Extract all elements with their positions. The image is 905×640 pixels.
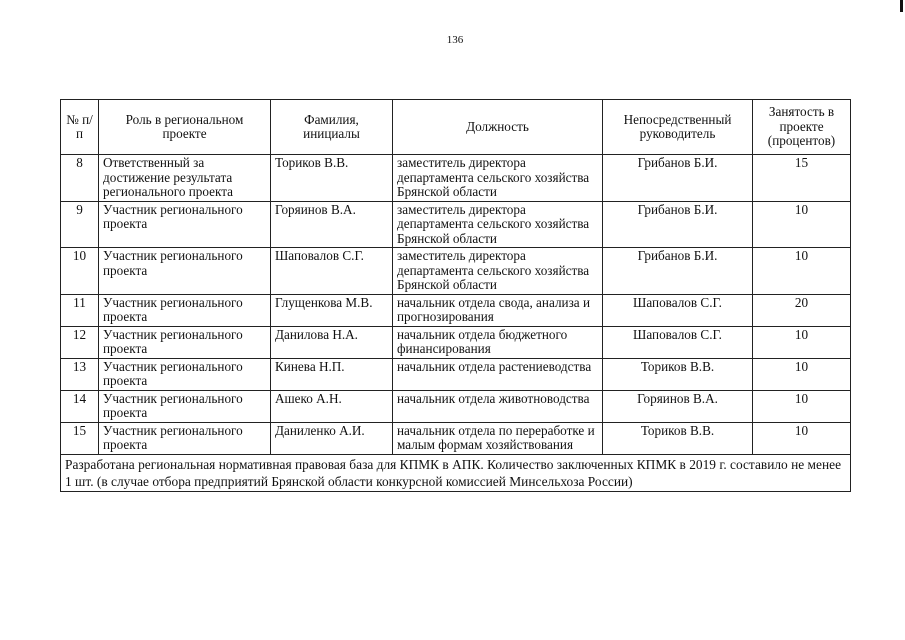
cell-employment: 10 — [753, 326, 851, 358]
cell-employment: 10 — [753, 358, 851, 390]
cell-role: Участник регионального проекта — [99, 422, 271, 454]
participants-table — [60, 99, 851, 492]
cell-role: Участник регионального проекта — [99, 201, 271, 248]
cell-num: 13 — [61, 358, 99, 390]
cell-supervisor: Горяинов В.А. — [603, 390, 753, 422]
cell-supervisor: Шаповалов С.Г. — [603, 294, 753, 326]
header-name: Фамилия, инициалы — [271, 100, 393, 155]
header-employment: Занятость в проекте (процентов) — [753, 100, 851, 155]
cell-supervisor: Грибанов Б.И. — [603, 248, 753, 295]
edge-mark — [900, 0, 903, 12]
cell-role: Участник регионального проекта — [99, 248, 271, 295]
table-row — [61, 358, 851, 390]
table-row — [61, 294, 851, 326]
footer-note: Разработана региональная нормативная правовая база для КПМК в АПК. Количество заключенных КПМК в 2019 г. составило не менее 1 шт. (в случае отбора предприятий Брянской области конкурсной комиссией Минсельхоза России) — [61, 454, 851, 491]
header-num: № п/п — [61, 100, 99, 155]
cell-employment: 20 — [753, 294, 851, 326]
header-position: Должность — [393, 100, 603, 155]
cell-supervisor: Ториков В.В. — [603, 358, 753, 390]
cell-role: Участник регионального проекта — [99, 326, 271, 358]
table-row — [61, 326, 851, 358]
cell-role: Участник регионального проекта — [99, 390, 271, 422]
cell-role: Ответственный за достижение результата регионального проекта — [99, 155, 271, 202]
cell-employment: 15 — [753, 155, 851, 202]
cell-name: Горяинов В.А. — [271, 201, 393, 248]
cell-num: 12 — [61, 326, 99, 358]
table-row — [61, 422, 851, 454]
table-row — [61, 201, 851, 248]
cell-position: начальник отдела по переработке и малым формам хозяйствования — [393, 422, 603, 454]
cell-position: заместитель директора департамента сельского хозяйства Брянской области — [393, 248, 603, 295]
cell-position: заместитель директора департамента сельского хозяйства Брянской области — [393, 201, 603, 248]
table-row — [61, 390, 851, 422]
header-supervisor: Непосредственный руководитель — [603, 100, 753, 155]
cell-supervisor: Ториков В.В. — [603, 422, 753, 454]
cell-role: Участник регионального проекта — [99, 294, 271, 326]
cell-num: 8 — [61, 155, 99, 202]
header-role: Роль в региональном проекте — [99, 100, 271, 155]
cell-name: Ториков В.В. — [271, 155, 393, 202]
cell-name: Глущенкова М.В. — [271, 294, 393, 326]
cell-position: заместитель директора департамента сельского хозяйства Брянской области — [393, 155, 603, 202]
cell-name: Шаповалов С.Г. — [271, 248, 393, 295]
cell-position: начальник отдела свода, анализа и прогнозирования — [393, 294, 603, 326]
cell-employment: 10 — [753, 201, 851, 248]
cell-position: начальник отдела бюджетного финансирования — [393, 326, 603, 358]
cell-num: 11 — [61, 294, 99, 326]
cell-num: 15 — [61, 422, 99, 454]
cell-employment: 10 — [753, 248, 851, 295]
page-number: 136 — [446, 34, 464, 46]
cell-employment: 10 — [753, 422, 851, 454]
cell-supervisor: Грибанов Б.И. — [603, 201, 753, 248]
table-row — [61, 155, 851, 202]
cell-name: Ашеко А.Н. — [271, 390, 393, 422]
cell-supervisor: Грибанов Б.И. — [603, 155, 753, 202]
cell-num: 9 — [61, 201, 99, 248]
cell-name: Даниленко А.И. — [271, 422, 393, 454]
cell-name: Данилова Н.А. — [271, 326, 393, 358]
cell-supervisor: Шаповалов С.Г. — [603, 326, 753, 358]
cell-position: начальник отдела животноводства — [393, 390, 603, 422]
cell-num: 14 — [61, 390, 99, 422]
cell-role: Участник регионального проекта — [99, 358, 271, 390]
cell-position: начальник отдела растениеводства — [393, 358, 603, 390]
cell-employment: 10 — [753, 390, 851, 422]
cell-name: Кинева Н.П. — [271, 358, 393, 390]
cell-num: 10 — [61, 248, 99, 295]
table-row — [61, 248, 851, 295]
table-header-row — [61, 100, 851, 155]
table-footer-row — [61, 454, 851, 491]
